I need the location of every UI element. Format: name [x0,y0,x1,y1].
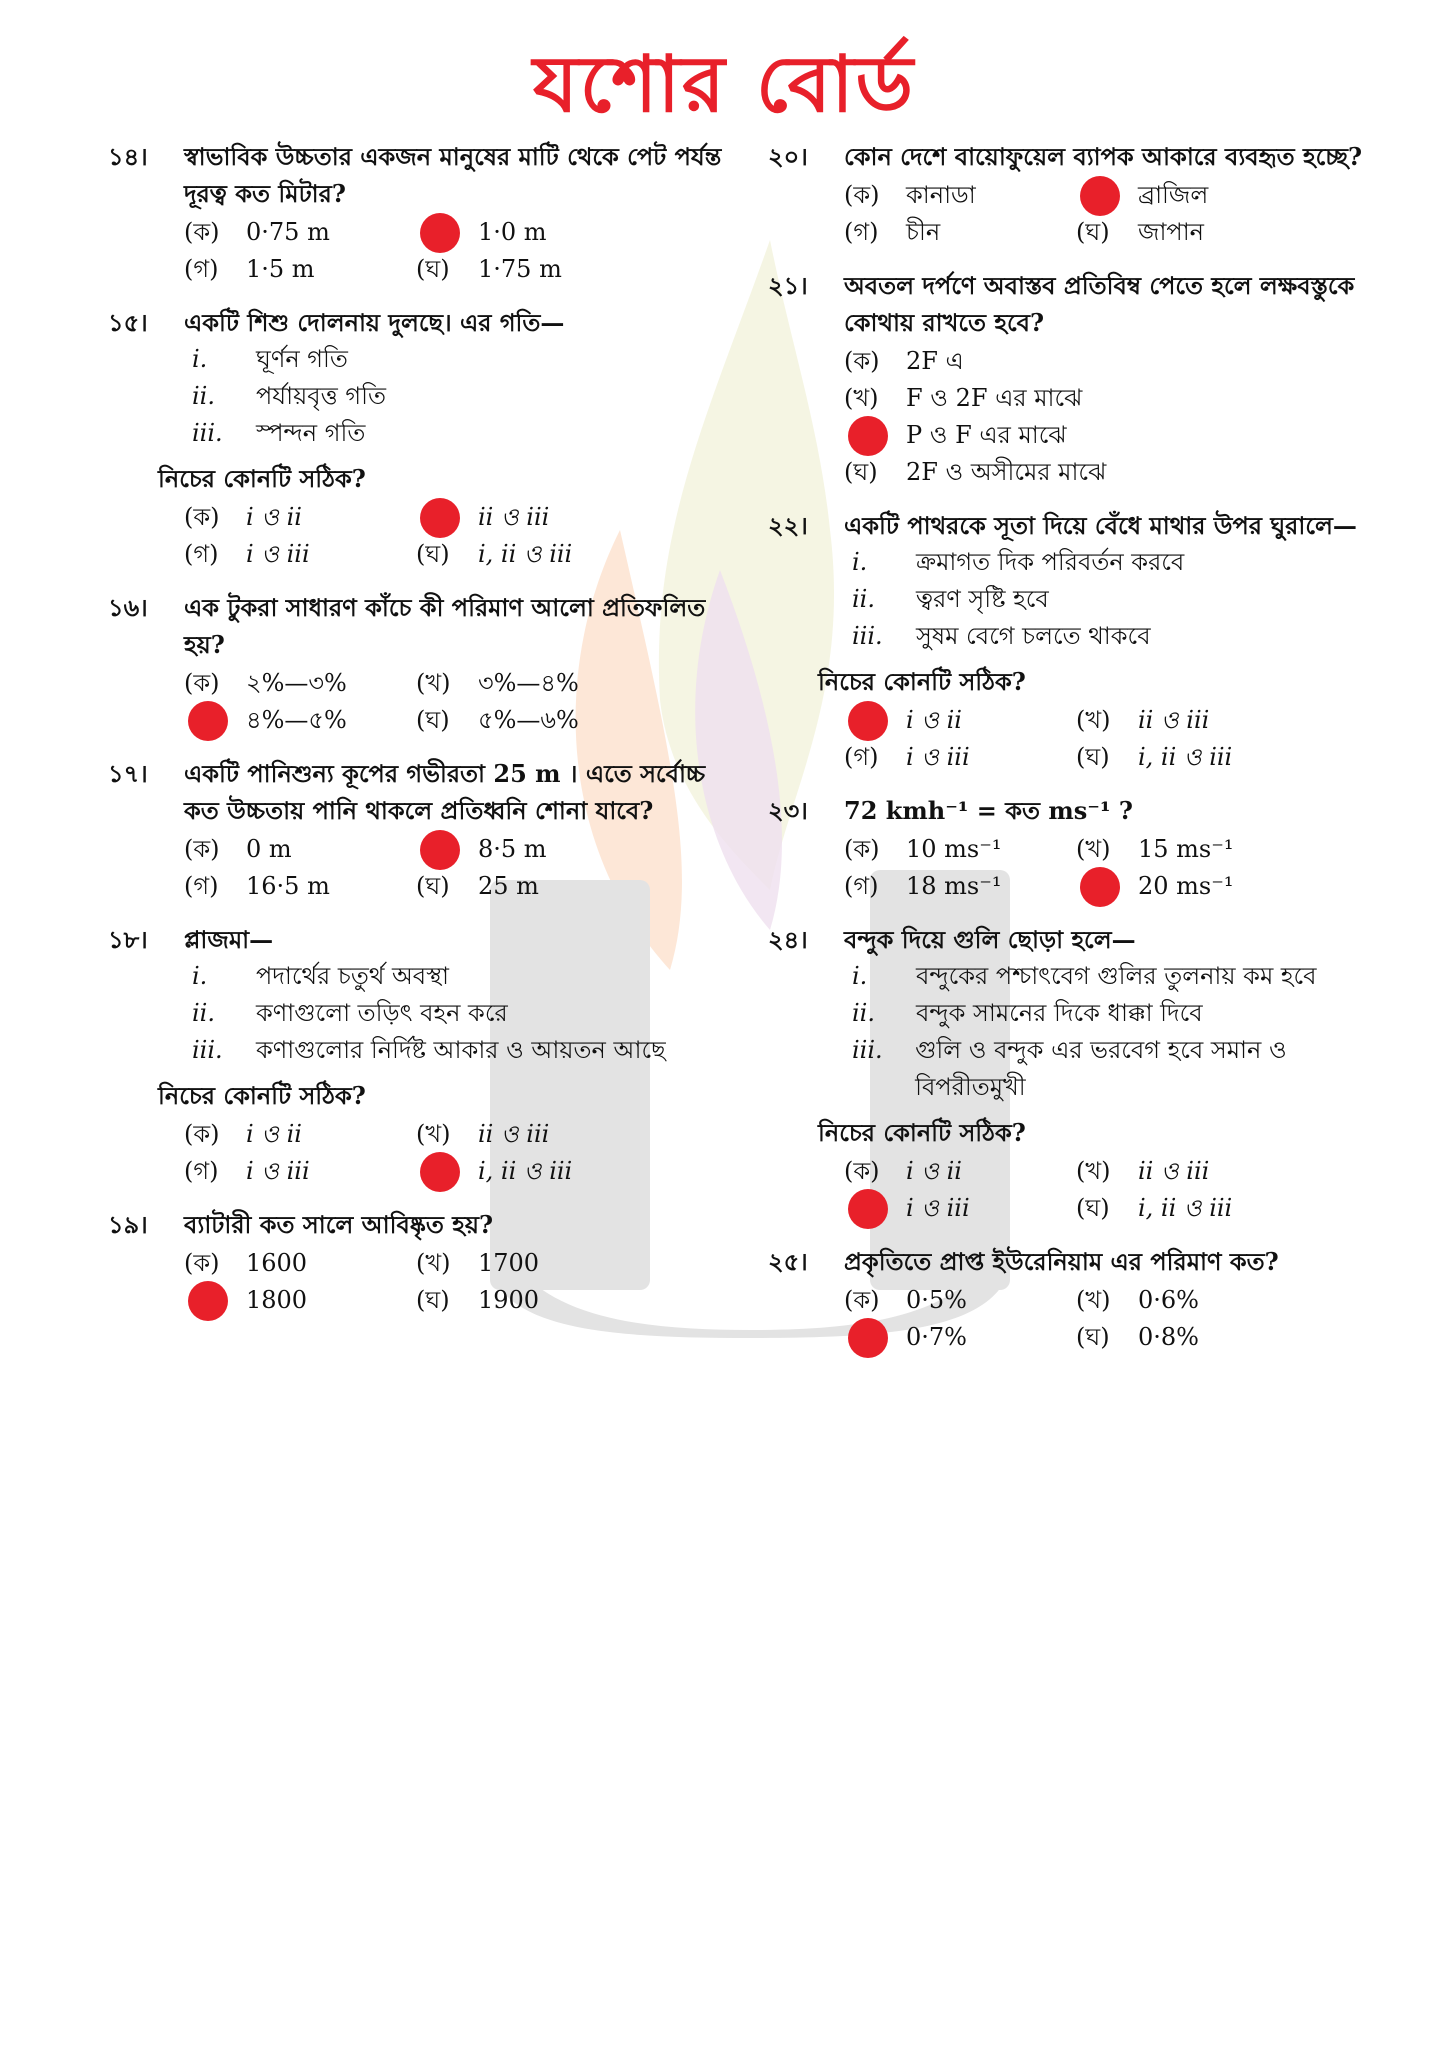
option-value: i ও iii [246,1157,310,1185]
option-label: (ঘ) [416,706,450,734]
option-value: i ও ii [246,1120,302,1148]
answer-mark-dot [848,701,888,741]
option-label: (খ) [416,1120,451,1148]
option-value: ৪%—৫% [246,706,347,734]
answer-mark-dot [848,1318,888,1358]
option-item [844,380,1398,417]
option-value: 2F ও অসীমের মাঝে [906,458,1107,486]
option-value: 1·75 m [478,255,562,283]
options-list [844,343,1398,491]
options-list [844,1153,1398,1227]
option-label: (গ) [844,872,879,900]
option-value: ii ও iii [1138,706,1210,734]
option-label: (ঘ) [416,540,450,568]
option-label: (ক) [184,835,220,863]
option-item [844,1319,1076,1356]
option-label: (গ) [184,255,219,283]
option-value: 0·5% [906,1286,967,1314]
statement-text: পর্যায়বৃত্ত গতি [256,382,386,410]
option-value: i, ii ও iii [1138,743,1233,771]
question-item [108,755,728,905]
option-value: 1·5 m [246,255,315,283]
statement-text: পদার্থের চতুর্থ অবস্থা [256,962,449,990]
option-item [844,739,1076,776]
option-label: (গ) [844,218,879,246]
option-item [416,868,666,905]
statement-text: সুষম বেগে চলতে থাকবে [916,622,1151,650]
option-value: ৫%—৬% [478,706,579,734]
question-text: 72 kmh⁻¹ = কত ms⁻¹ ? [844,796,1133,825]
question-number: ১৮। [108,925,148,954]
option-item [416,1116,666,1153]
option-label: (খ) [1076,835,1111,863]
option-value: 0·7% [906,1323,967,1351]
right-column [768,138,1398,1372]
statement-text: ক্রমাগত দিক পরিবর্তন করবে [916,548,1185,576]
option-item [416,831,666,868]
options-list [844,831,1398,905]
option-value: i, ii ও iii [1138,1194,1233,1222]
question-body [844,792,1398,905]
option-value: 1600 [246,1249,308,1277]
answer-mark-dot [1080,176,1120,216]
option-item [1076,1153,1326,1190]
option-value: ব্রাজিল [1138,181,1209,209]
question-body [844,1243,1398,1356]
question-text: একটি পানিশুন্য কূপের গভীরতা 25 m । এতে সর্বোচ্চ কত উচ্চতায় পানি থাকলে প্রতিধ্বনি শোনা যাবে? [184,759,706,825]
option-value: i, ii ও iii [478,1157,573,1185]
question-text: প্লাজমা— [184,925,274,954]
option-item [184,702,416,739]
page-title: যশোর বোর্ড [532,40,916,130]
question-number: ২৩। [768,796,808,825]
option-value: 1700 [478,1249,540,1277]
option-item [184,1153,416,1190]
statement-numeral: i. [852,962,868,990]
question-text: এক টুকরা সাধারণ কাঁচে কী পরিমাণ আলো প্রতিফলিত হয়? [184,593,706,659]
option-label: (খ) [1076,1286,1111,1314]
option-label: (গ) [184,540,219,568]
question-number: ২০। [768,142,808,171]
option-label: (ঘ) [1076,1194,1110,1222]
option-value: ii ও iii [478,503,550,531]
question-body [818,507,1398,776]
option-item [416,251,666,288]
options-list [184,214,728,288]
option-label: (ঘ) [416,872,450,900]
question-number: ১৫। [108,308,148,337]
option-value: 20 ms⁻¹ [1138,872,1234,900]
option-value: 0·75 m [246,218,330,246]
option-value: i ও iii [246,540,310,568]
option-value: 1800 [246,1286,308,1314]
option-label: (ক) [184,669,220,697]
option-label: (ক) [184,503,220,531]
option-item [1076,1282,1326,1319]
option-item [184,831,416,868]
answer-mark-dot [420,830,460,870]
question-body [844,267,1398,491]
option-value: 25 m [478,872,539,900]
question-item [768,267,1398,491]
statement-numeral: iii. [192,1036,223,1064]
option-item [844,868,1076,905]
statement-text: স্পন্দন গতি [256,419,366,447]
question-number: ২৪। [768,925,808,954]
left-column [108,138,728,1335]
statement-numeral: i. [192,345,208,373]
option-item [844,177,1076,214]
option-label: (ঘ) [1076,1323,1110,1351]
option-item [844,1153,1076,1190]
option-value: 0·6% [1138,1286,1199,1314]
option-item [184,868,416,905]
option-item [1076,868,1326,905]
option-label: (গ) [844,743,879,771]
question-item [108,589,728,739]
option-value: জাপান [1138,218,1205,246]
question-prompt: নিচের কোনটি সঠিক? [818,1118,1026,1147]
option-value: i ও iii [906,1194,970,1222]
statement-item [192,415,728,452]
options-list [844,1282,1398,1356]
question-number: ২২। [768,511,808,540]
option-item [184,536,416,573]
option-value: 1·0 m [478,218,547,246]
statement-text: ত্বরণ সৃষ্টি হবে [916,585,1049,613]
option-label: (ক) [184,218,220,246]
option-value: P ও F এর মাঝে [906,421,1067,449]
option-item [184,665,416,702]
question-text: অবতল দর্পণে অবাস্তব প্রতিবিম্ব পেতে হলে লক্ষবস্তুকে কোথায় রাখতে হবে? [844,271,1355,337]
option-value: 0·8% [1138,1323,1199,1351]
question-number: ১৬। [108,593,148,622]
option-item [844,1282,1076,1319]
question-text: কোন দেশে বায়োফুয়েল ব্যাপক আকারে ব্যবহৃত হচ্ছে? [844,142,1363,171]
option-label: (ঘ) [1076,218,1110,246]
option-item [416,702,666,739]
option-item [1076,1190,1326,1227]
options-list [184,499,728,573]
option-label: (ঘ) [416,1286,450,1314]
option-label: (ক) [184,1249,220,1277]
answer-mark-dot [188,701,228,741]
question-item [108,138,728,288]
option-value: ৩%—৪% [478,669,579,697]
option-item [844,454,1398,491]
option-value: 18 ms⁻¹ [906,872,1002,900]
option-value: ii ও iii [1138,1157,1210,1185]
option-value: i ও ii [906,1157,962,1185]
question-item [768,792,1398,905]
option-item [184,1116,416,1153]
statement-text: কণাগুলো তড়িৎ বহন করে [256,999,508,1027]
statement-text: বন্দুকের পশ্চাৎবেগ গুলির তুলনায় কম হবে [916,962,1317,990]
option-label: (ক) [184,1120,220,1148]
option-item [416,214,666,251]
option-value: 1900 [478,1286,540,1314]
option-value: ii ও iii [478,1120,550,1148]
option-label: (খ) [416,1249,451,1277]
question-text: বন্দুক দিয়ে গুলি ছোড়া হলে— [844,925,1136,954]
option-item [1076,739,1326,776]
option-label: (ক) [844,1157,880,1185]
option-label: (ক) [844,181,880,209]
question-body [818,921,1398,1227]
statement-text: কণাগুলোর নির্দিষ্ট আকার ও আয়তন আছে [256,1036,666,1064]
option-item [844,417,1398,454]
option-label: (ঘ) [416,255,450,283]
answer-mark-dot [420,498,460,538]
option-item [184,1245,416,1282]
statement-item [852,1032,1398,1106]
question-text: ব্যাটারী কত সালে আবিষ্কৃত হয়? [184,1210,494,1239]
options-list [844,702,1398,776]
statement-item [852,581,1398,618]
statement-numeral: ii. [192,999,215,1027]
question-text: প্রকৃতিতে প্রাপ্ত ইউরেনিয়াম এর পরিমাণ কত? [844,1247,1279,1276]
statement-numeral: i. [192,962,208,990]
question-number: ১৯। [108,1210,148,1239]
question-item [108,304,728,573]
statement-item [852,958,1398,995]
answer-mark-dot [420,1152,460,1192]
options-list [184,1116,728,1190]
question-body [184,755,728,905]
question-number: ১৭। [108,759,148,788]
question-number: ২১। [768,271,808,300]
statement-numeral: iii. [852,622,883,650]
answer-mark-dot [848,1189,888,1229]
statement-item [192,958,728,995]
statement-item [192,995,728,1032]
question-body [158,921,728,1190]
question-body [844,138,1398,251]
option-value: ২%—৩% [246,669,347,697]
option-value: F ও 2F এর মাঝে [906,384,1083,412]
option-item [1076,177,1326,214]
options-list [184,665,728,739]
option-item [1076,702,1326,739]
question-body [184,138,728,288]
option-item [416,1153,666,1190]
option-value: i ও iii [906,743,970,771]
option-value: 0 m [246,835,292,863]
question-item [108,921,728,1190]
option-value: 15 ms⁻¹ [1138,835,1234,863]
option-label: (খ) [1076,1157,1111,1185]
option-value: i ও ii [246,503,302,531]
option-item [416,1282,666,1319]
option-label: (খ) [1076,706,1111,734]
option-value: 2F এ [906,347,964,375]
option-item [1076,214,1326,251]
option-item [844,1190,1076,1227]
option-value: চীন [906,218,941,246]
option-item [844,702,1076,739]
option-item [184,1282,416,1319]
question-text: একটি পাথরকে সূতা দিয়ে বেঁধে মাথার উপর ঘুরালে— [844,511,1357,540]
option-item [416,499,666,536]
option-item [184,499,416,536]
answer-mark-dot [420,213,460,253]
option-item [844,214,1076,251]
option-label: (গ) [184,872,219,900]
option-item [1076,1319,1326,1356]
option-item [1076,831,1326,868]
option-value: i ও ii [906,706,962,734]
question-number: ২৫। [768,1247,808,1276]
option-item [844,343,1398,380]
option-item [184,214,416,251]
option-value: কানাডা [906,181,976,209]
question-body [184,1206,728,1319]
question-number: ১৪। [108,142,148,171]
statement-numeral: iii. [852,1036,883,1064]
option-label: (গ) [184,1157,219,1185]
question-prompt: নিচের কোনটি সঠিক? [158,1081,366,1110]
statement-numeral: ii. [852,999,875,1027]
statement-numeral: ii. [192,382,215,410]
answer-mark-dot [848,416,888,456]
statement-text: ঘূর্ণন গতি [256,345,348,373]
options-list [184,831,728,905]
option-label: (খ) [416,669,451,697]
option-value: i, ii ও iii [478,540,573,568]
option-label: (খ) [844,384,879,412]
question-prompt: নিচের কোনটি সঠিক? [158,464,366,493]
statement-numeral: iii. [192,419,223,447]
option-value: 8·5 m [478,835,547,863]
question-text: স্বাভাবিক উচ্চতার একজন মানুষের মাটি থেকে পেট পর্যন্ত দূরত্ব কত মিটার? [184,142,722,208]
statement-item [192,341,728,378]
option-label: (ঘ) [844,458,878,486]
statement-item [192,378,728,415]
option-item [416,536,666,573]
options-list [844,177,1398,251]
option-label: (ঘ) [1076,743,1110,771]
question-item [768,507,1398,776]
question-body [184,589,728,739]
answer-mark-dot [1080,867,1120,907]
options-list [184,1245,728,1319]
option-item [416,1245,666,1282]
statement-text: গুলি ও বন্দুক এর ভরবেগ হবে সমান ও বিপরীতমুখী [915,1036,1287,1101]
statement-item [192,1032,728,1069]
statement-text: বন্দুক সামনের দিকে ধাক্কা দিবে [916,999,1203,1027]
statement-numeral: ii. [852,585,875,613]
option-value: 10 ms⁻¹ [906,835,1002,863]
statement-numeral: i. [852,548,868,576]
option-item [416,665,666,702]
option-label: (ক) [844,1286,880,1314]
option-item [844,831,1076,868]
question-prompt: নিচের কোনটি সঠিক? [818,667,1026,696]
option-value: 16·5 m [246,872,330,900]
question-item [768,921,1398,1227]
question-item [768,1243,1398,1356]
question-body [158,304,728,573]
question-item [768,138,1398,251]
answer-mark-dot [188,1281,228,1321]
option-item [184,251,416,288]
statement-item [852,995,1398,1032]
question-text: একটি শিশু দোলনায় দুলছে। এর গতি— [184,308,565,337]
statement-item [852,618,1398,655]
option-label: (ক) [844,835,880,863]
statement-item [852,544,1398,581]
question-item [108,1206,728,1319]
option-label: (ক) [844,347,880,375]
